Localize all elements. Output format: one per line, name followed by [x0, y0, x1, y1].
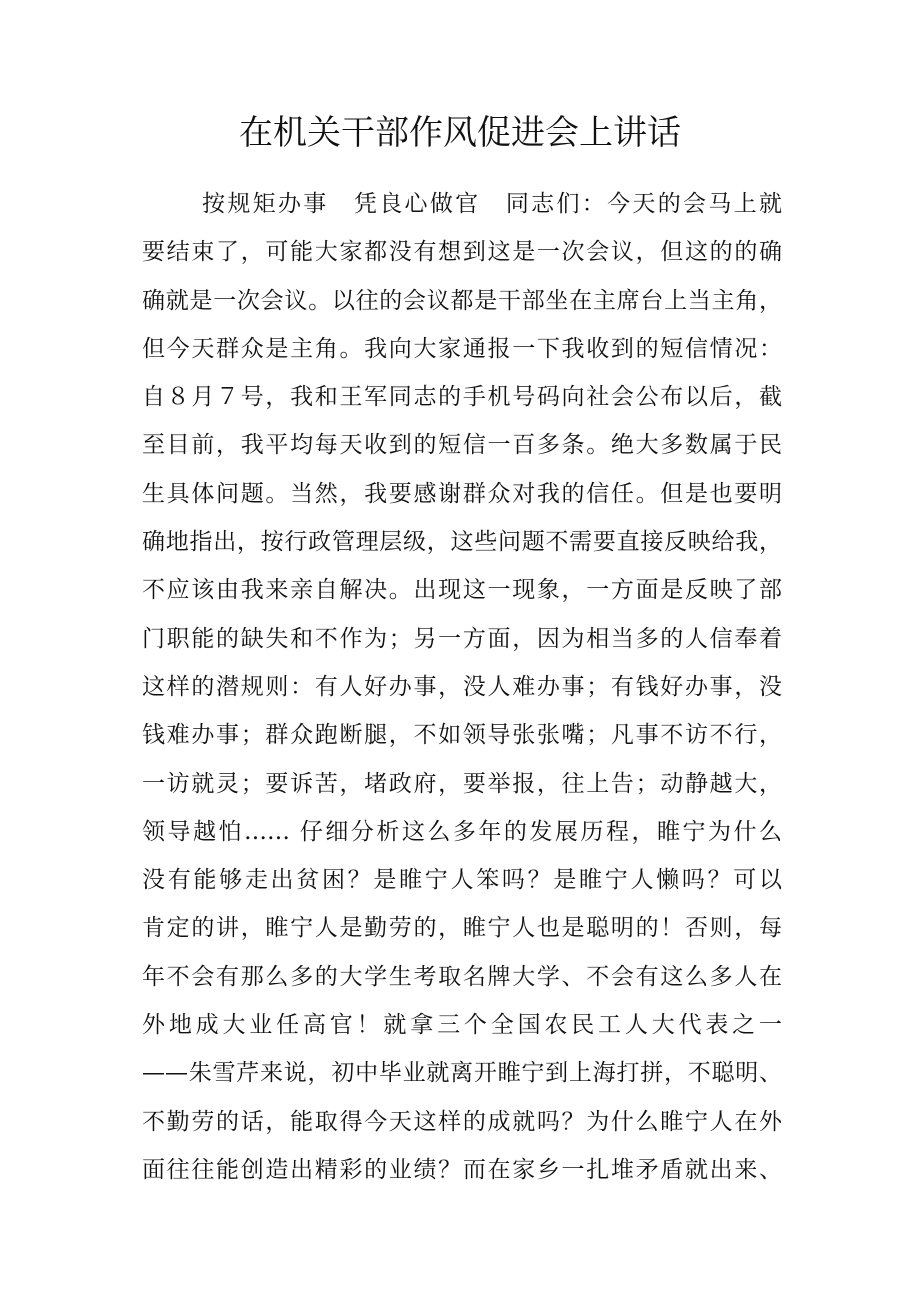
body-line-20: 不勤劳的话，能取得今天这样的成就吗？为什么睢宁人在外 — [142, 1108, 782, 1135]
speech-body — [142, 180, 782, 1194]
body-line-7: 生具体问题。当然，我要感谢群众对我的信任。但是也要明 — [142, 480, 782, 507]
body-line-4: 但今天群众是主角。我向大家通报一下我收到的短信情况： — [142, 335, 782, 362]
body-line-11: 这样的潜规则：有人好办事，没人难办事；有钱好办事，没 — [142, 673, 782, 700]
body-line-6: 至目前，我平均每天收到的短信一百多条。绝大多数属于民 — [142, 432, 782, 459]
body-line-16: 肯定的讲，睢宁人是勤劳的，睢宁人也是聪明的！否则，每 — [142, 915, 782, 942]
body-line-10: 门职能的缺失和不作为；另一方面，因为相当多的人信奉着 — [142, 625, 782, 652]
body-line-8: 确地指出，按行政管理层级，这些问题不需要直接反映给我， — [142, 529, 782, 556]
body-line-9: 不应该由我来亲自解决。出现这一现象，一方面是反映了部 — [142, 577, 782, 604]
body-line-12: 钱难办事；群众跑断腿，不如领导张张嘴；凡事不访不行， — [142, 722, 782, 749]
body-line-21: 面往往能创造出精彩的业绩？而在家乡一扎堆矛盾就出来、 — [142, 1156, 782, 1183]
body-line-3: 确就是一次会议。以往的会议都是干部坐在主席台上当主角， — [142, 287, 782, 314]
body-line-19: ——朱雪芹来说，初中毕业就离开睢宁到上海打拼，不聪明、 — [142, 1060, 782, 1087]
body-line-1: 按规矩办事 凭良心做官 同志们：今天的会马上就 — [202, 191, 782, 217]
body-line-18: 外地成大业任高官！就拿三个全国农民工人大代表之一 — [142, 1012, 782, 1039]
body-line-14: 领导越怕…… 仔细分析这么多年的发展历程，睢宁为什么 — [142, 818, 782, 845]
body-line-2: 要结束了，可能大家都没有想到这是一次会议，但这的的确 — [142, 239, 782, 266]
body-line-13: 一访就灵；要诉苦，堵政府，要举报，往上告；动静越大， — [142, 770, 782, 797]
body-line-15: 没有能够走出贫困？是睢宁人笨吗？是睢宁人懒吗？可以 — [142, 867, 782, 894]
body-line-5: 自８月７号，我和王军同志的手机号码向社会公布以后，截 — [142, 384, 782, 411]
page-title: 在机关干部作风促进会上讲话 — [239, 113, 681, 153]
body-line-17: 年不会有那么多的大学生考取名牌大学、不会有这么多人在 — [142, 963, 782, 990]
